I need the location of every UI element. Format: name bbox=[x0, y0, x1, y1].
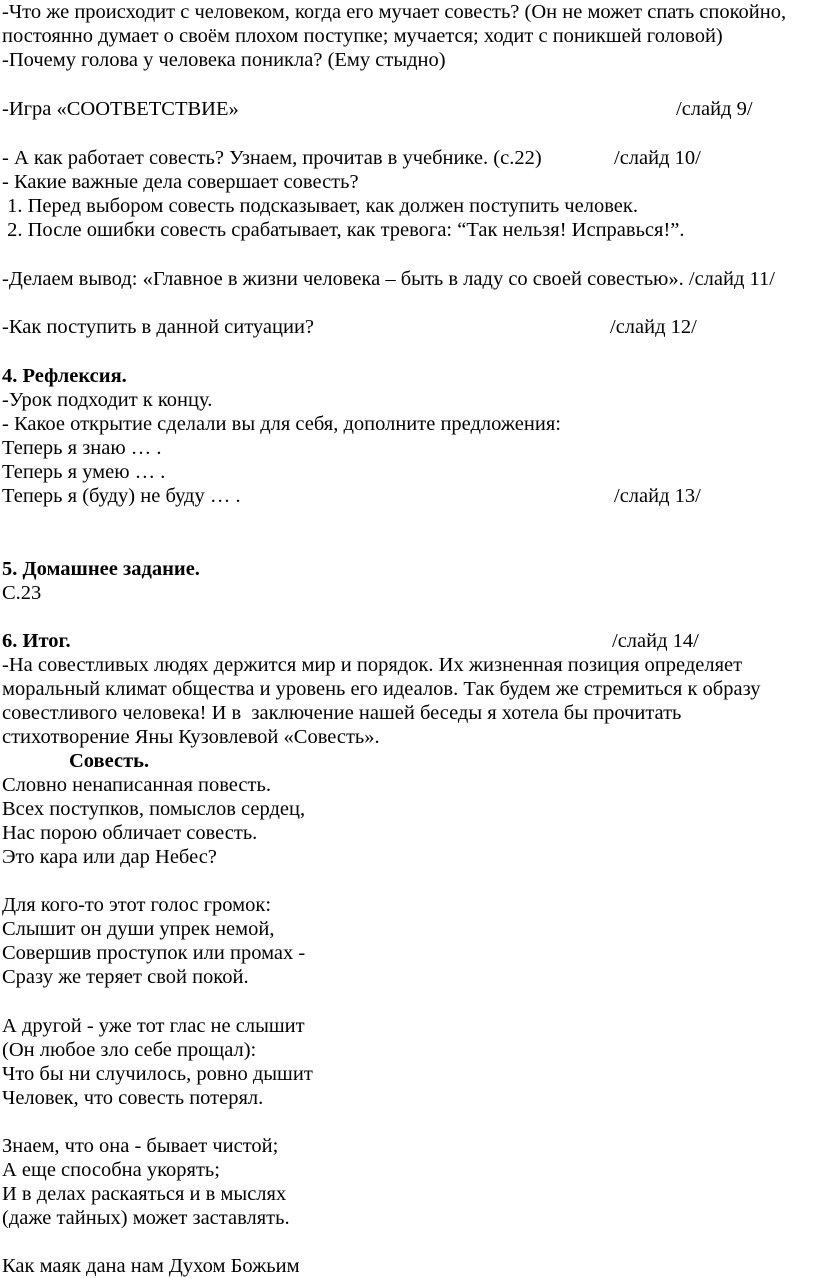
poem-title: Совесть. bbox=[69, 750, 150, 772]
text-line: - Какое открытие сделали вы для себя, дополните предложения: bbox=[2, 413, 561, 435]
text-line: -На совестливых людях держится мир и порядок. Их жизненная позиция определяет bbox=[2, 654, 743, 676]
poem-line: Для кого-то этот голос громок: bbox=[2, 894, 272, 916]
poem-line: А другой - уже тот глас не слышит bbox=[2, 1015, 305, 1037]
text-line: 2. После ошибки совесть срабатывает, как тревога: “Так нельзя! Исправься!”. bbox=[2, 219, 685, 241]
slide-reference: /слайд 13/ bbox=[614, 485, 701, 507]
section-heading: 5. Домашнее задание. bbox=[2, 558, 200, 580]
section-heading: 6. Итог. bbox=[2, 630, 71, 652]
text-line: моральный климат общества и уровень его идеалов. Так будем же стремиться к образу bbox=[2, 678, 761, 700]
poem-line: Знаем, что она - бывает чистой; bbox=[2, 1135, 279, 1157]
text-line: -Урок подходит к концу. bbox=[2, 389, 213, 411]
text-line: 1. Перед выбором совесть подсказывает, как должен поступить человек. bbox=[2, 195, 638, 217]
section-heading: 4. Рефлексия. bbox=[2, 365, 127, 387]
poem-line: Что бы ни случилось, ровно дышит bbox=[2, 1063, 313, 1085]
text-line: -Что же происходит с человеком, когда его мучает совесть? (Он не может спать спокойно, bbox=[2, 1, 787, 23]
slide-reference: /слайд 10/ bbox=[614, 147, 701, 169]
poem-line: Всех поступков, помыслов сердец, bbox=[2, 798, 306, 820]
poem-line: Словно ненаписанная повесть. bbox=[2, 774, 271, 796]
text-line: стихотворение Яны Кузовлевой «Совесть». bbox=[2, 726, 380, 748]
poem-line: Нас порою обличает совесть. bbox=[2, 822, 258, 844]
poem-line: И в делах раскаяться и в мыслях bbox=[2, 1183, 287, 1205]
text-line: -Игра «СООТВЕТСТВИЕ» bbox=[2, 98, 239, 120]
text-line: - Какие важные дела совершает совесть? bbox=[2, 171, 359, 193]
poem-line: (даже тайных) может заставлять. bbox=[2, 1207, 290, 1229]
text-line: -Почему голова у человека поникла? (Ему стыдно) bbox=[2, 49, 446, 71]
text-line: постоянно думает о своём плохом поступке; мучается; ходит с поникшей головой) bbox=[2, 25, 723, 47]
text-line: -Как поступить в данной ситуации? bbox=[2, 316, 315, 338]
poem-line: Человек, что совесть потерял. bbox=[2, 1087, 264, 1109]
poem-line: Как маяк дана нам Духом Божьим bbox=[2, 1255, 300, 1277]
text-line: Теперь я знаю … . bbox=[2, 437, 162, 459]
poem-line: Слышит он души упрек немой, bbox=[2, 918, 275, 940]
poem-line: Сразу же теряет свой покой. bbox=[2, 966, 249, 988]
text-line: Теперь я (буду) не буду … . bbox=[2, 485, 241, 507]
text-line: Теперь я умею … . bbox=[2, 461, 166, 483]
poem-line: А еще способна укорять; bbox=[2, 1159, 220, 1181]
poem-line: Это кара или дар Небес? bbox=[2, 846, 217, 868]
poem-line: Совершив проступок или промах - bbox=[2, 942, 306, 964]
slide-reference: /слайд 12/ bbox=[610, 316, 697, 338]
text-line: С.23 bbox=[2, 582, 42, 604]
slide-reference: /слайд 9/ bbox=[676, 98, 753, 120]
text-line: совестливого человека! И в заключение нашей беседы я хотела бы прочитать bbox=[2, 702, 682, 724]
poem-line: (Он любое зло себе прощал): bbox=[2, 1039, 257, 1061]
text-line: - А как работает совесть? Узнаем, прочитав в учебнике. (с.22) bbox=[2, 147, 542, 169]
text-line: -Делаем вывод: «Главное в жизни человека – быть в ладу со своей совестью». /слайд 11/ bbox=[2, 268, 775, 290]
slide-reference: /слайд 14/ bbox=[612, 630, 699, 652]
